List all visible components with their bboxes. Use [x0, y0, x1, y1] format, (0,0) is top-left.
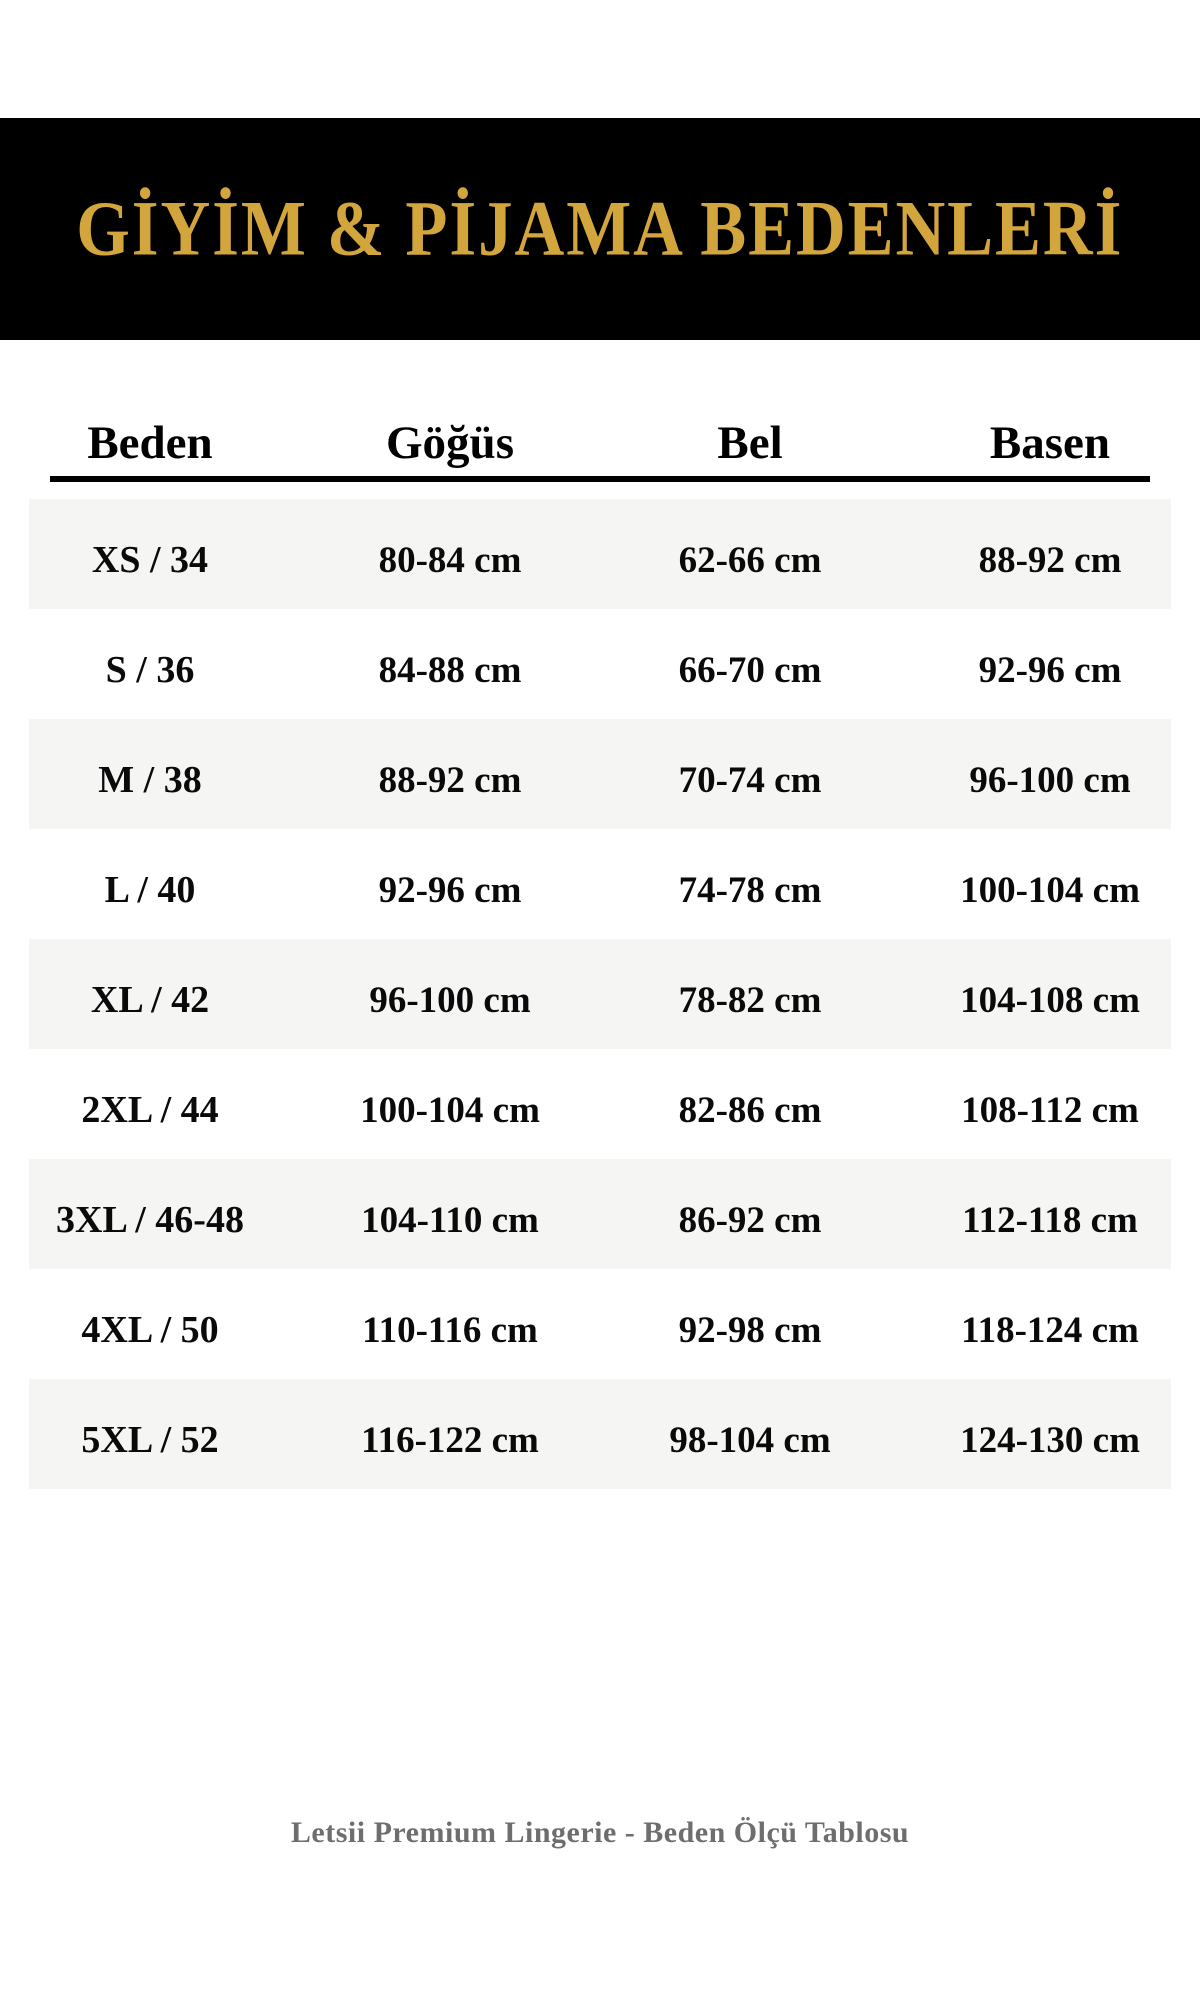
table-row: [0, 1049, 1200, 1159]
column-header-waist: Bel: [717, 417, 783, 469]
table-row: [0, 499, 1200, 609]
size-cell: 4XL / 50: [81, 1309, 219, 1351]
table-row: [0, 829, 1200, 939]
column-header-size: Beden: [87, 417, 213, 469]
chest-cell: 80-84 cm: [378, 539, 522, 581]
size-cell: 5XL / 52: [81, 1419, 219, 1461]
chest-cell: 110-116 cm: [362, 1309, 538, 1351]
table-row: [0, 609, 1200, 719]
size-cell: XS / 34: [91, 539, 209, 581]
waist-cell: 74-78 cm: [678, 869, 822, 911]
waist-cell: 70-74 cm: [678, 759, 822, 801]
footer-caption: Letsii Premium Lingerie - Beden Ölçü Tablosu: [290, 1816, 910, 1849]
hip-cell: 100-104 cm: [960, 869, 1140, 911]
hip-cell: 118-124 cm: [961, 1309, 1139, 1351]
hip-cell: 124-130 cm: [960, 1419, 1140, 1461]
chest-cell: 104-110 cm: [361, 1199, 539, 1241]
waist-cell: 98-104 cm: [669, 1419, 831, 1461]
size-cell: S / 36: [105, 649, 195, 691]
size-cell: XL / 42: [90, 979, 210, 1021]
waist-cell: 66-70 cm: [678, 649, 822, 691]
waist-cell: 62-66 cm: [678, 539, 822, 581]
size-cell: L / 40: [104, 869, 196, 911]
top-banner: [0, 118, 1200, 340]
hip-cell: 92-96 cm: [978, 649, 1122, 691]
chest-cell: 92-96 cm: [378, 869, 522, 911]
size-table: [0, 499, 1200, 1489]
hip-cell: 88-92 cm: [978, 539, 1122, 581]
size-cell: 2XL / 44: [81, 1089, 219, 1131]
chest-cell: 96-100 cm: [369, 979, 531, 1021]
size-cell: 3XL / 46-48: [56, 1199, 244, 1241]
chest-cell: 116-122 cm: [361, 1419, 539, 1461]
chest-cell: 88-92 cm: [378, 759, 522, 801]
hip-cell: 104-108 cm: [960, 979, 1140, 1021]
table-row: [0, 1269, 1200, 1379]
size-cell: M / 38: [98, 759, 202, 801]
chest-cell: 84-88 cm: [378, 649, 522, 691]
hip-cell: 108-112 cm: [961, 1089, 1139, 1131]
table-header-row: [0, 412, 1200, 474]
waist-cell: 92-98 cm: [678, 1309, 822, 1351]
header-divider: [50, 476, 1150, 482]
table-row: [0, 1159, 1200, 1269]
page-title: GİYİM & PİJAMA BEDENLERİ: [76, 185, 1124, 272]
chest-cell: 100-104 cm: [360, 1089, 540, 1131]
table-row: [0, 719, 1200, 829]
table-row: [0, 1379, 1200, 1489]
waist-cell: 78-82 cm: [678, 979, 822, 1021]
waist-cell: 82-86 cm: [678, 1089, 822, 1131]
hip-cell: 96-100 cm: [969, 759, 1131, 801]
waist-cell: 86-92 cm: [678, 1199, 822, 1241]
column-header-hip: Basen: [989, 417, 1111, 469]
column-header-chest: Göğüs: [386, 417, 514, 469]
table-row: [0, 939, 1200, 1049]
hip-cell: 112-118 cm: [962, 1199, 1138, 1241]
